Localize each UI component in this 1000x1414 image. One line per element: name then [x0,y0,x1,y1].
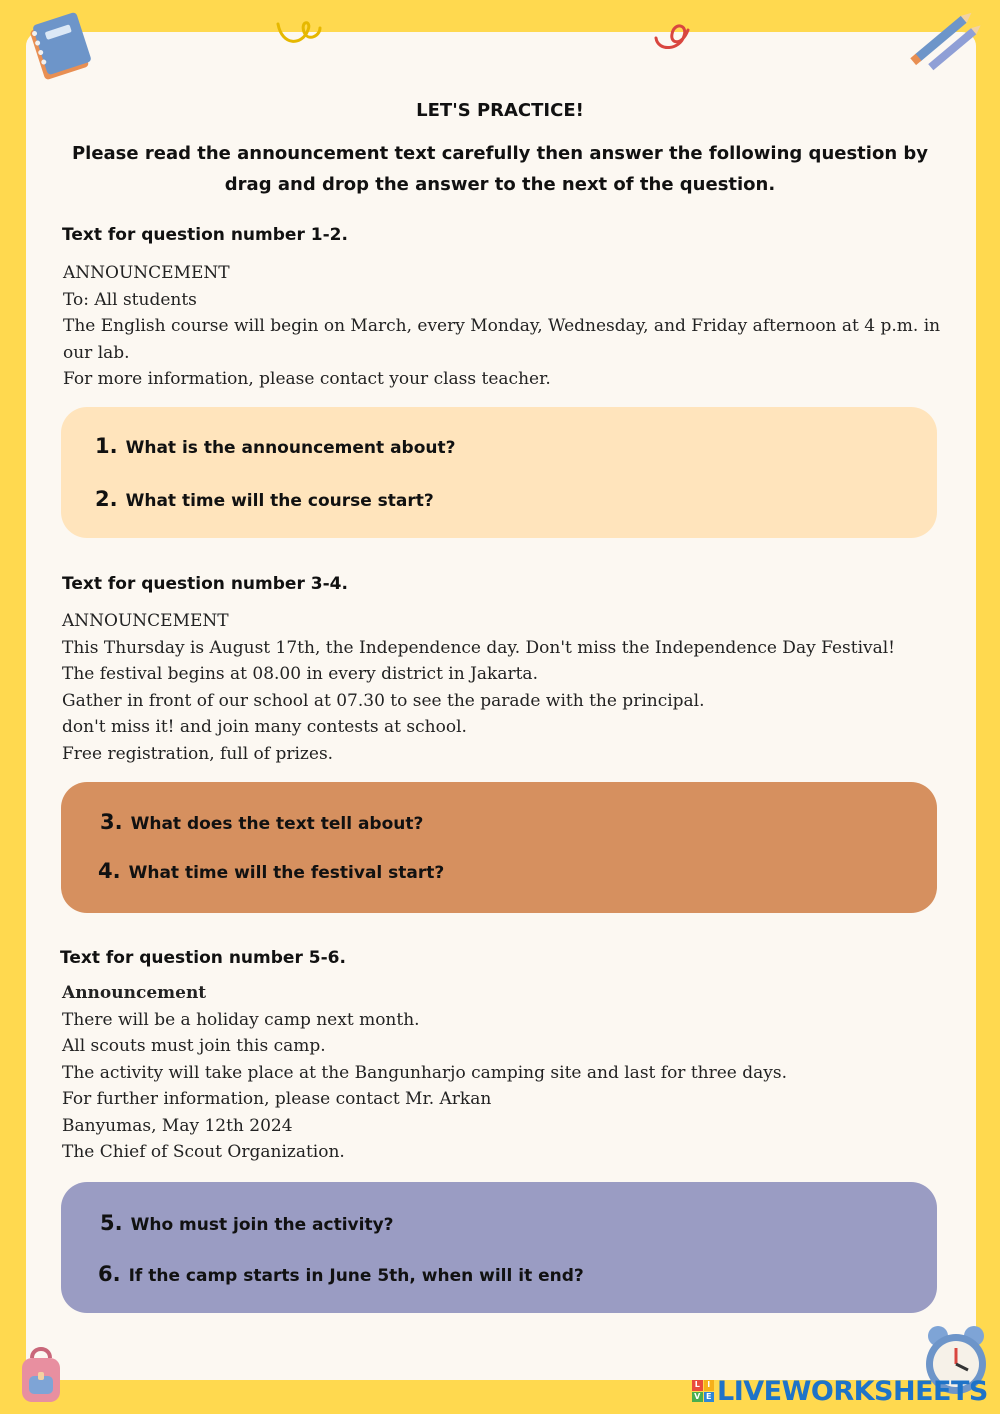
logo-letter: I [704,1380,715,1391]
question-box-1 [61,407,937,538]
question-box-2 [61,782,937,913]
question-text: What time will the course start? [125,491,434,511]
text-line: Banyumas, May 12th 2024 [62,1115,293,1136]
question-box-3 [61,1182,937,1313]
question-text: What does the text tell about? [130,814,424,834]
text-line: For further information, please contact Mr. Arkan [62,1089,492,1109]
squiggle-yellow-icon [274,16,324,50]
question-text: If the camp starts in June 5th, when will it end? [128,1266,584,1286]
text-line: Announcement [62,983,207,1003]
logo-letter: L [692,1380,703,1391]
question-number: 2. [95,487,118,511]
instruction-line-1: Please read the announcement text carefully then answer the following question by [71,143,929,164]
liveworksheets-logo-icon [692,1380,714,1402]
logo-letter: V [692,1392,703,1403]
squiggle-red-icon [650,20,694,54]
question-text: What time will the festival start? [128,863,445,883]
question-number: 5. [100,1211,123,1235]
question-1 [95,434,455,458]
question-number: 3. [100,810,123,834]
text-line: There will be a holiday camp next month. [62,1009,420,1030]
announcement-text-3 [62,980,962,1166]
text-line: To: All students [63,289,197,310]
question-number: 1. [95,434,118,458]
text-line: The festival begins at 08.00 in every district in Jakarta. [62,664,538,684]
instructions [0,138,1000,200]
text-line: don't miss it! and join many contests at school. [62,717,467,737]
page-title: LET'S PRACTICE! [416,100,584,121]
backpack-icon [16,1344,66,1406]
question-text: What is the announcement about? [125,438,456,458]
announcement-text-2 [62,608,962,767]
text-line: The Chief of Scout Organization. [62,1142,345,1162]
question-2 [95,487,434,511]
question-6 [98,1262,584,1286]
text-line: The English course will begin on March, every Monday, Wednesday, and Friday afternoon at 4 p.m. in [63,316,941,336]
text-line: The activity will take place at the Bangunharjo camping site and last for three days. [62,1062,788,1083]
text-line: All scouts must join this camp. [62,1036,326,1056]
instruction-line-2: drag and drop the answer to the next of the question. [224,174,776,195]
brand-name: LIVEWORKSHEETS [717,1375,988,1407]
pencils-icon [908,6,988,76]
question-number: 4. [98,859,121,883]
text-line: ANNOUNCEMENT [62,611,229,631]
question-4 [98,859,444,883]
liveworksheets-brand[interactable] [692,1374,988,1408]
text-line: our lab. [63,342,130,363]
text-line: For more information, please contact your class teacher. [63,369,551,389]
text-line: This Thursday is August 17th, the Independence day. Don't miss the Independence Day Festival! [62,637,896,658]
question-5 [100,1211,394,1235]
announcement-text-1 [63,260,963,393]
question-3 [100,810,423,834]
section-heading-2: Text for question number 3-4. [62,574,348,594]
text-line: Free registration, full of prizes. [62,743,334,764]
question-number: 6. [98,1262,121,1286]
text-line: Gather in front of our school at 07.30 to see the parade with the principal. [62,690,705,711]
section-heading-1: Text for question number 1-2. [62,225,348,245]
text-line: ANNOUNCEMENT [63,263,230,283]
logo-letter: E [704,1392,715,1403]
section-heading-3: Text for question number 5-6. [60,948,346,968]
notebook-icon [22,10,100,84]
question-text: Who must join the activity? [130,1215,394,1235]
